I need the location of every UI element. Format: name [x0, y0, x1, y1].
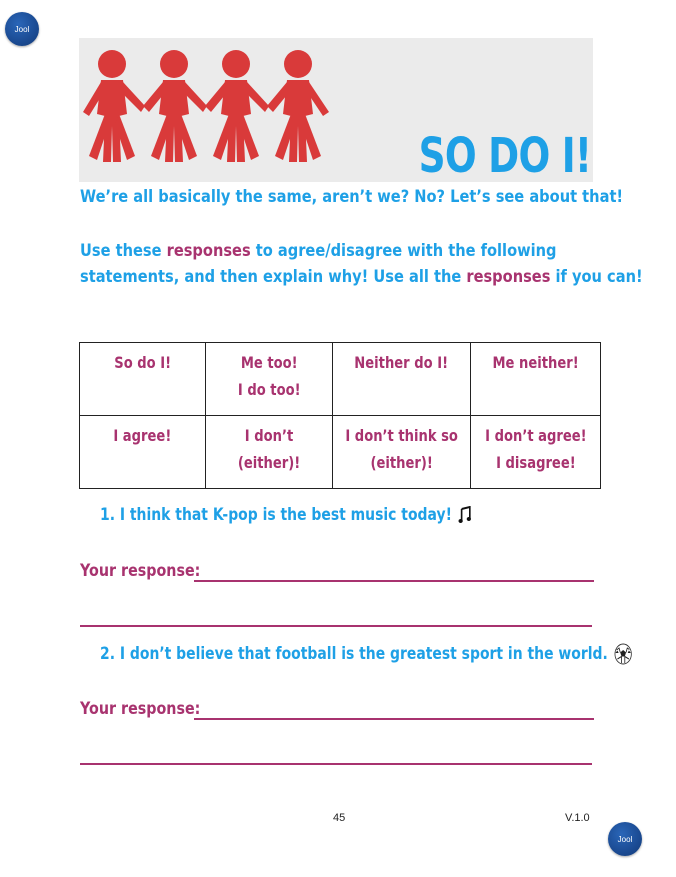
response-line[interactable] [194, 580, 594, 582]
table-cell: I don’t (either)! [206, 416, 333, 489]
response-line[interactable] [80, 625, 592, 627]
paper-doll-chain-illustration [79, 44, 341, 166]
response-label-1: Your response: [80, 561, 201, 581]
instructions: Use these responses to agree/disagree with the following statements, and then explain why! Use all the responses if you can! [80, 241, 643, 287]
intro-line-1: We’re all basically the same, aren’t we? No? Let’s see about that! [80, 187, 624, 207]
table-cell: So do I! [80, 343, 206, 416]
table-cell: I don’t agree! I disagree! [471, 416, 601, 489]
responses-table [79, 342, 601, 489]
response-label-2: Your response: [80, 699, 201, 719]
page-number: 45 [333, 812, 346, 824]
table-cell: I don’t think so (either)! [332, 416, 470, 489]
question-2: 2. I don’t believe that football is the greatest sport in the world. [100, 643, 632, 665]
response-line[interactable] [194, 718, 594, 720]
jool-logo: Jool [5, 12, 39, 46]
table-row [80, 416, 601, 489]
table-cell: Me neither! [471, 343, 601, 416]
response-line[interactable] [80, 763, 592, 765]
table-cell: Me too! I do too! [206, 343, 333, 416]
jool-logo: Jool [608, 822, 642, 856]
page-title: SO DO I! [418, 128, 591, 184]
table-cell: I agree! [80, 416, 206, 489]
table-cell: Neither do I! [332, 343, 470, 416]
question-1: 1. I think that K-pop is the best music today! [100, 505, 472, 525]
header-banner [79, 38, 593, 182]
music-note-icon [458, 506, 471, 524]
version-label: V.1.0 [565, 812, 590, 824]
table-row [80, 343, 601, 416]
soccer-ball-icon [614, 643, 632, 665]
